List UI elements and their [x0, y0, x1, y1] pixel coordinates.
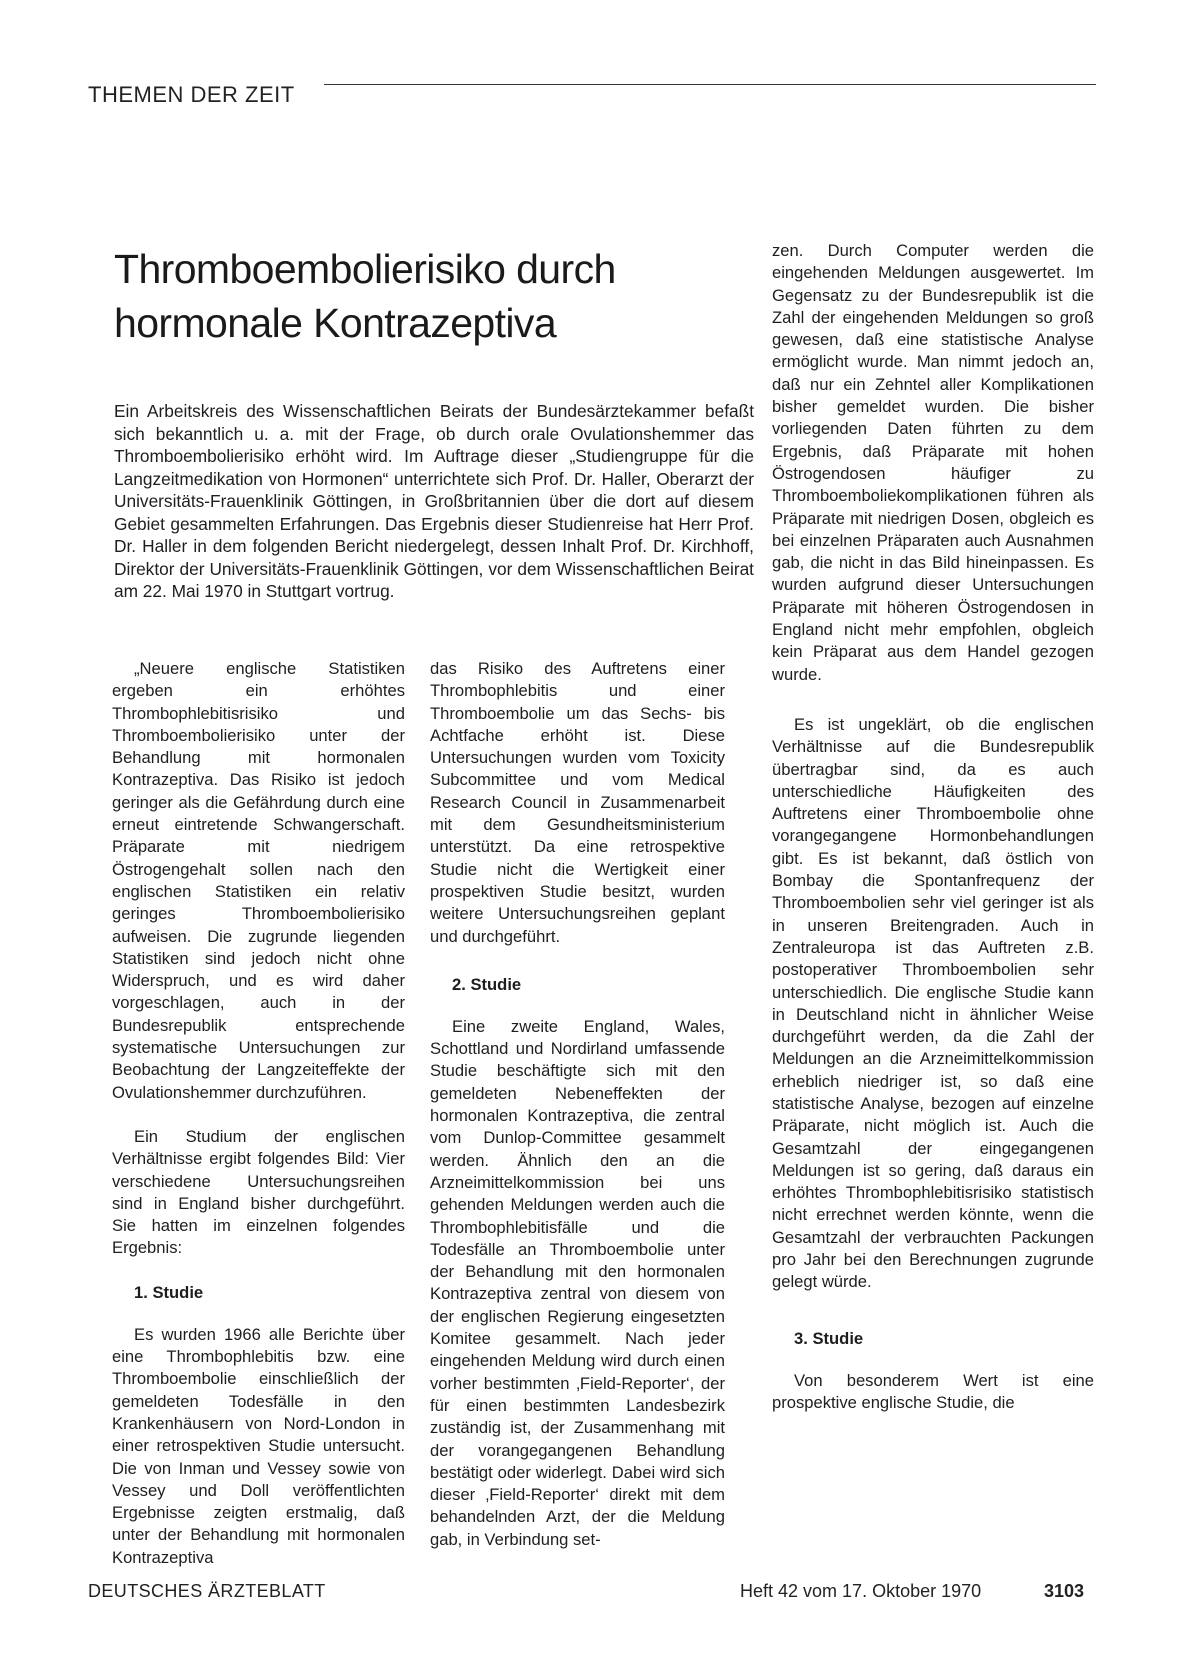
- column-right: [772, 240, 1094, 1414]
- article-intro: Ein Arbeitskreis des Wissenschaftlichen Beirats der Bundesärztekammer befaßt sich bekanntlich u. a. mit der Frage, ob durch orale Ovulationshemmer das Thromboembolierisiko erhöht wird. Im Auftrage dieser „Studiengruppe für die Langzeitmedikation von Hormonen“ unterrichtete sich Prof. Dr. Haller, Oberarzt der Universitäts-Frauenklinik Göttingen, in Großbritannien über die dort auf diesem Gebiet gesammelten Erfahrungen. Das Ergebnis dieser Studienreise hat Herr Prof. Dr. Haller in dem folgenden Bericht niedergelegt, dessen Inhalt Prof. Dr. Kirchhoff, Direktor der Universitäts-Frauenklinik Göttingen, vor dem Wissenschaftlichen Beirat am 22. Mai 1970 in Stuttgart vortrug.: [114, 401, 754, 601]
- col1-paragraph-2: Ein Studium der englischen Verhältnisse ergibt folgendes Bild: Vier verschiedene Untersuchungsreihen sind in England bisher durchgeführt. Sie hatten im einzelnen folgendes Ergebnis:: [112, 1126, 405, 1258]
- footer-page-number: 3103: [1044, 1581, 1085, 1601]
- header-rule: [324, 84, 1096, 85]
- article-title: Thromboembolierisiko durch hormonale Kontrazeptiva: [114, 246, 616, 346]
- col2-paragraph-2: Eine zweite England, Wales, Schottland und Nordirland umfassende Studie beschäftigte sich mit den gemeldeten Nebeneffekten der hormonalen Kontrazeptiva, die zentral vom Dunlop-Committee gesammelt werden. Ähnlich den an die Arzneimittelkommission bei uns gehenden Meldungen werden auch die Thrombophlebitisfälle und die Todesfälle an Thromboembolie unter der Behandlung mit den hormonalen Kontrazeptiva zentral von diesem von der englischen Regierung eingesetzten Komitee gesammelt. Nach jeder eingehenden Meldung wird durch einen vorher bestimmten ‚Field-Reporter‘, der für einen bestimmten Landesbezirk zuständig ist, der Zusammenhang mit der vorangegangenen Behandlung bestätigt oder widerlegt. Dabei wird sich dieser ‚Field-Reporter‘ direkt mit dem behandelnden Arzt, der die Meldung gab, in Verbindung set-: [430, 1016, 725, 1549]
- col1-paragraph-1: „Neuere englische Statistiken ergeben ein erhöhtes Thrombophlebitisrisiko und Thromboembolierisiko unter der Behandlung mit hormonalen Kontrazeptiva. Das Risiko ist jedoch geringer als die Gefährdung durch eine erneut eintretende Schwangerschaft. Präparate mit niedrigem Östrogengehalt sollen nach den englischen Statistiken ein relativ geringes Thromboembolierisiko aufweisen. Die zugrunde liegenden Statistiken sind jedoch nicht ohne Widerspruch, und es wird daher vorgeschlagen, auch in der Bundesrepublik entsprechende systematische Untersuchungen zur Beobachtung der Langzeiteffekte der Ovulationshemmer durchzuführen.: [112, 659, 405, 1102]
- footer-issue: Heft 42 vom 17. Oktober 1970: [740, 1581, 982, 1601]
- column-left: [112, 658, 405, 1569]
- col3-paragraph-3: Von besonderem Wert ist eine prospektive englische Studie, die: [772, 1370, 1094, 1412]
- heading-study-1: 1. Studie: [134, 1282, 204, 1302]
- footer-journal: DEUTSCHES ÄRZTEBLATT: [88, 1581, 326, 1601]
- section-label: THEMEN DER ZEIT: [88, 82, 295, 107]
- heading-study-3: 3. Studie: [794, 1328, 864, 1348]
- col3-paragraph-1: zen. Durch Computer werden die eingehenden Meldungen ausgewertet. Im Gegensatz zu der Bundesrepublik ist die Zahl der eingehenden Meldungen so groß gewesen, daß eine statistische Analyse ermöglicht wurde. Man nimmt jedoch an, daß nur ein Zehntel aller Komplikationen bisher gemeldet wurden. Die bisher vorliegenden Daten führten zu dem Ergebnis, daß Präparate mit hohen Östrogendosen häufiger zu Thromboemboliekomplikationen führen als Präparate mit niedrigen Dosen, obgleich es bei einzelnen Präparaten auch Ausnahmen gab, die nicht in das Bild hineinpassen. Es wurden aufgrund dieser Untersuchungen Präparate mit höheren Östrogendosen in England nicht mehr empfohlen, obgleich kein Präparat aus dem Handel gezogen wurde.: [772, 241, 1094, 684]
- column-middle: [430, 658, 725, 1551]
- heading-study-2: 2. Studie: [452, 974, 522, 994]
- col1-paragraph-3: Es wurden 1966 alle Berichte über eine Thrombophlebitis bzw. eine Thromboembolie einschließlich der gemeldeten Todesfälle in den Krankenhäusern von Nord-London in einer retrospektiven Studie untersucht. Die von Inman und Vessey sowie von Vessey und Doll veröffentlichten Ergebnisse zeigten erstmalig, daß unter der Behandlung mit hormonalen Kontrazeptiva: [112, 1324, 405, 1567]
- col2-paragraph-1: das Risiko des Auftretens einer Thrombophlebitis und einer Thromboembolie um das Sechs- bis Achtfache erhöht ist. Diese Untersuchungen wurden vom Toxicity Subcommittee und vom Medical Research Council in Zusammenarbeit mit dem Gesundheitsministerium unterstützt. Da eine retrospektive Studie nicht die Wertigkeit einer prospektiven Studie besitzt, wurden weitere Untersuchungsreihen geplant und durchgeführt.: [430, 659, 725, 946]
- col3-paragraph-2: Es ist ungeklärt, ob die englischen Verhältnisse auf die Bundesrepublik übertragbar sind, da es auch unterschiedliche Häufigkeiten des Auftretens einer Thromboembolie ohne vorangegangene Hormonbehandlungen gibt. Es ist bekannt, daß östlich von Bombay die Spontanfrequenz der Thromboembolien sehr viel geringer ist als in unseren Breitengraden. Auch in Zentraleuropa ist das Auftreten z.B. postoperativer Thromboembolien sehr unterschiedlich. Die englische Studie kann in Deutschland nicht in ähnlicher Weise durchgeführt werden, da die Zahl der Meldungen an die Arzneimittelkommission erheblich niedriger ist, so daß eine statistische Analyse, bezogen auf einzelne Präparate, nicht möglich ist. Auch die Gesamtzahl der eingegangenen Meldungen ist so gering, daß daraus ein erhöhtes Thrombophlebitisrisiko statistisch nicht errechnet werden könnte, wenn die Gesamtzahl der verbrauchten Packungen pro Jahr bei den Berechnungen zugrunde gelegt würde.: [772, 714, 1094, 1292]
